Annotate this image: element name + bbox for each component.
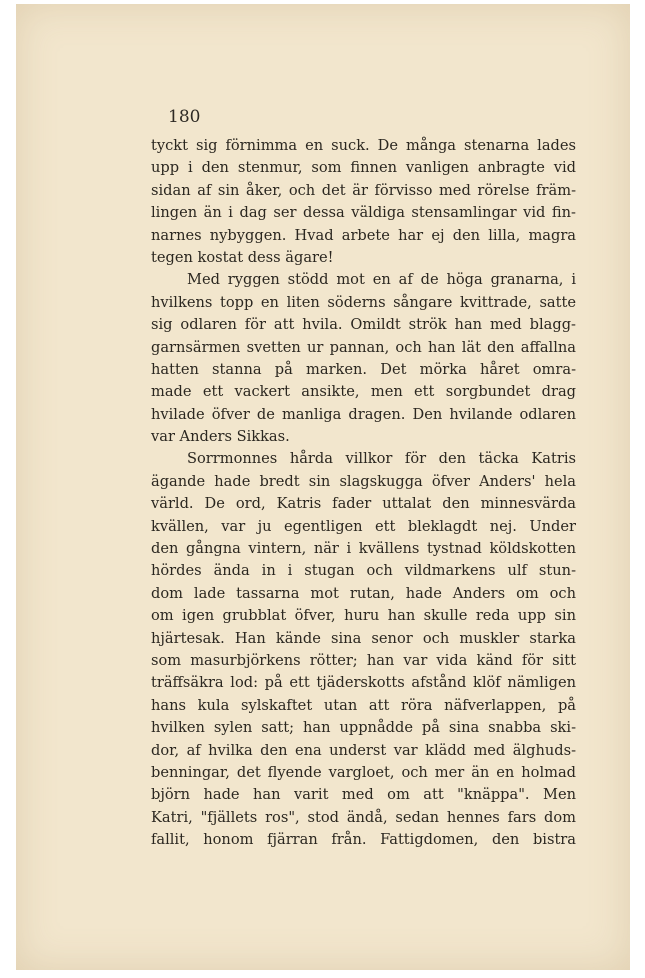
body-text: [151, 135, 576, 852]
text-line: Med ryggen stödd mot en af de höga granarna, i: [187, 271, 576, 289]
text-line: om igen grubblat öfver, huru han skulle reda upp sin: [151, 607, 576, 625]
text-line: lingen än i dag ser dessa väldiga stensamlingar vid fin-: [151, 204, 576, 222]
text-line: som masurbjörkens rötter; han var vida känd för sitt: [151, 651, 576, 669]
text-line: made ett vackert ansikte, men ett sorgbundet drag: [151, 383, 576, 401]
text-line: Katri, "fjällets ros", stod ändå, sedan hennes fars dom: [151, 808, 576, 826]
text-line: hatten stanna på marken. Det mörka håret omra-: [151, 360, 576, 378]
text-line: den gångna vintern, när i kvällens tystnad köldskotten: [151, 540, 576, 558]
text-line: träffsäkra lod: på ett tjäderskotts afstånd klöf nämligen: [151, 674, 576, 692]
text-line: ägande hade bredt sin slagskugga öfver Anders' hela: [151, 472, 576, 490]
text-line: tyckt sig förnimma en suck. De många stenarna lades: [151, 137, 576, 154]
text-line: hjärtesak. Han kände sina senor och muskler starka: [151, 629, 576, 647]
text-line: dor, af hvilka den ena underst var klädd med älghuds-: [151, 741, 576, 759]
text-line: hvilade öfver de manliga dragen. Den hvilande odlaren: [151, 405, 576, 423]
text-line: hvilken sylen satt; han uppnådde på sina snabba ski-: [151, 719, 576, 737]
text-line: sig odlaren för att hvila. Omildt strök han med blagg-: [151, 316, 576, 334]
text-line: garnsärmen svetten ur pannan, och han lät den affallna: [151, 338, 576, 356]
text-line: björn hade han varit med om att "knäppa". Men: [151, 786, 576, 804]
text-line: dom lade tassarna mot rutan, hade Anders om och: [151, 584, 576, 602]
book-page: [16, 4, 630, 970]
page-number: 180: [168, 107, 201, 127]
text-line: värld. De ord, Katris fader uttalat den minnesvärda: [151, 495, 576, 513]
text-line: hvilkens topp en liten söderns sångare kvittrade, satte: [151, 293, 576, 311]
text-line: var Anders Sikkas.: [151, 428, 290, 446]
text-line: tegen kostat dess ägare!: [151, 248, 334, 266]
text-line: sidan af sin åker, och det är förvisso med rörelse främ-: [151, 181, 576, 199]
text-line: hördes ända in i stugan och vildmarkens ulf stun-: [151, 562, 576, 580]
text-line: kvällen, var ju egentligen ett bleklagdt nej. Under: [151, 517, 576, 535]
text-line: Sorrmonnes hårda villkor för den täcka Katris: [187, 450, 576, 468]
text-line: benningar, det flyende vargloet, och mer än en holmad: [151, 763, 576, 781]
text-line: narnes nybyggen. Hvad arbete har ej den lilla, magra: [151, 226, 576, 244]
text-line: upp i den stenmur, som finnen vanligen anbragte vid: [151, 159, 576, 177]
text-line: fallit, honom fjärran från. Fattigdomen, den bistra: [151, 831, 576, 849]
text-line: hans kula sylskaftet utan att röra näfverlappen, på: [151, 696, 576, 714]
